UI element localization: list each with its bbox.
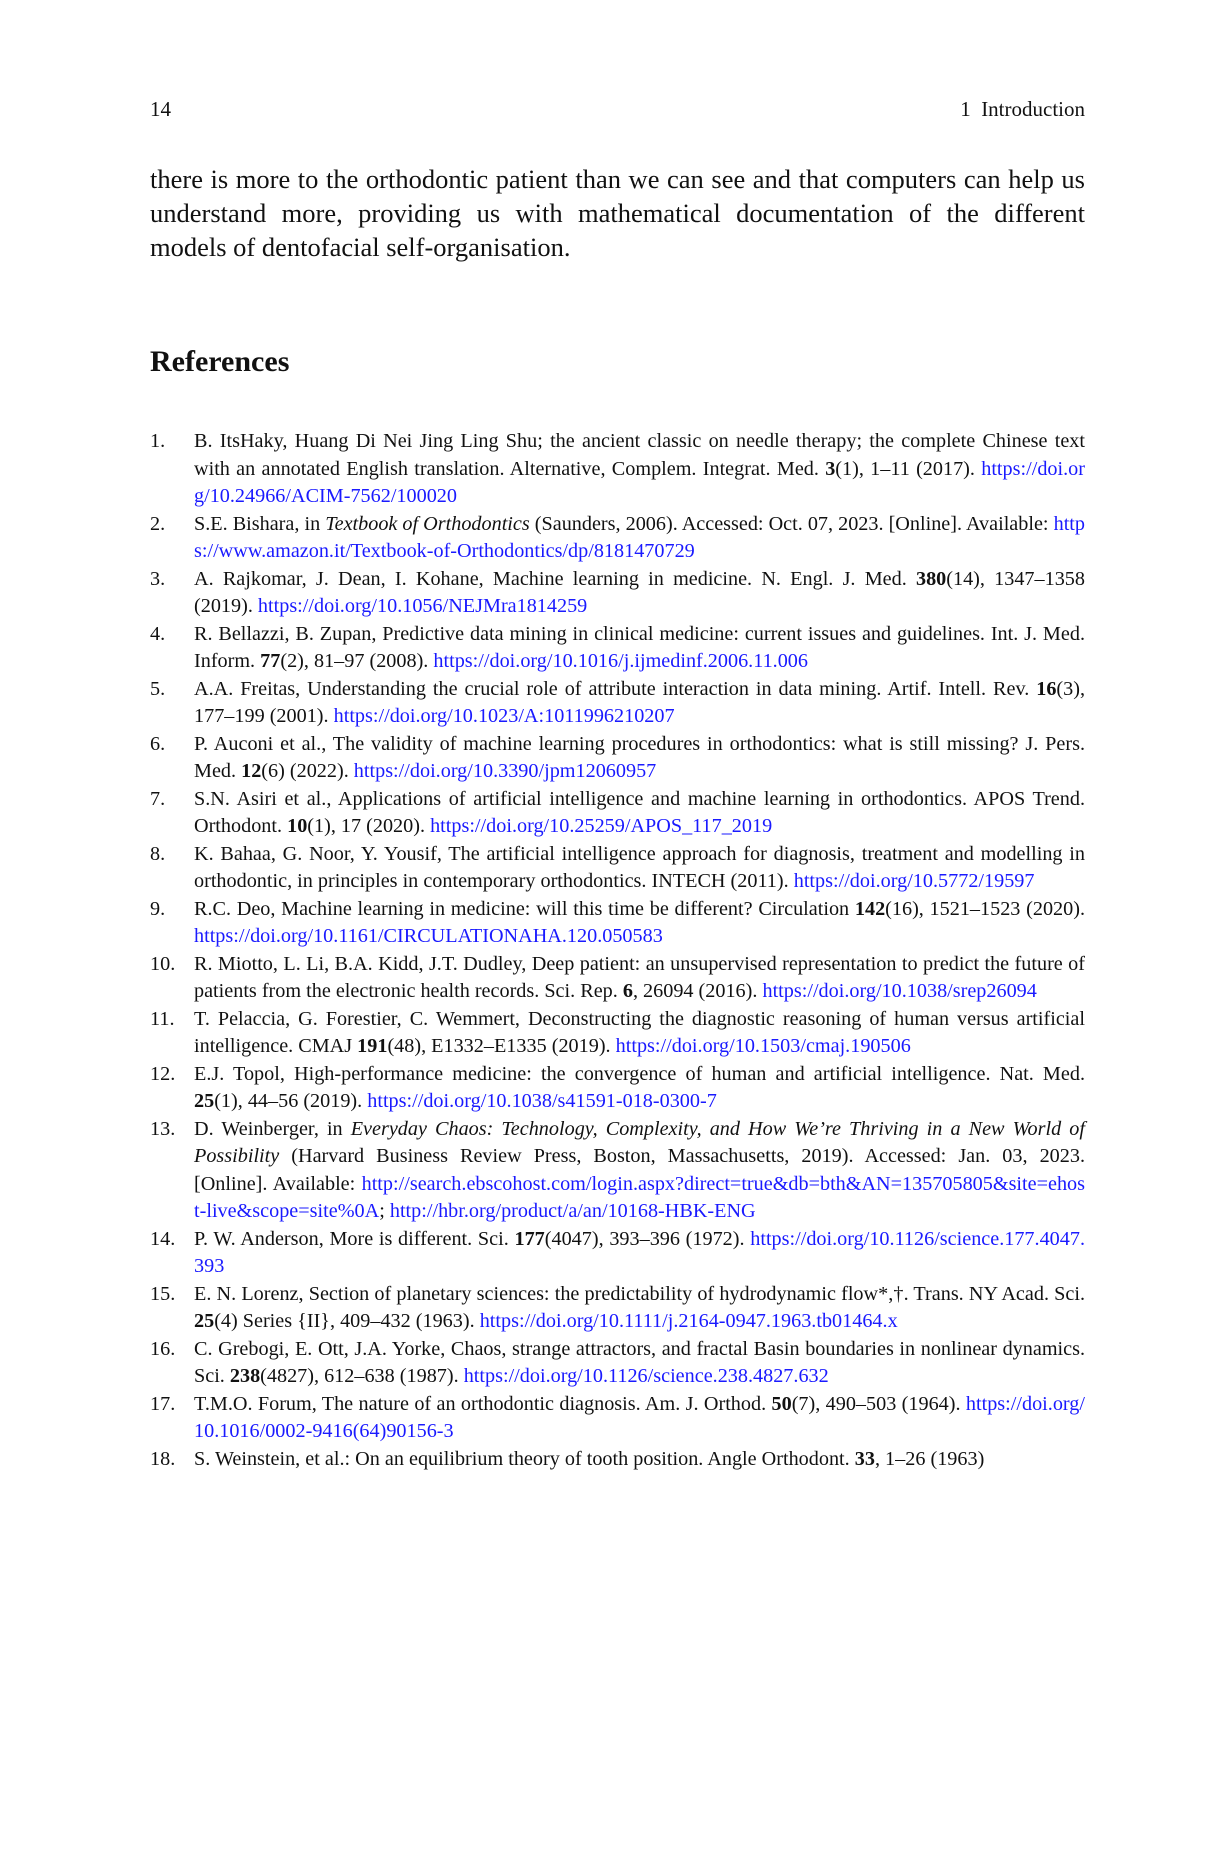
reference-text: E. N. Lorenz, Section of planetary sciences: the predictability of hydrodynamic flow*,†. Trans. NY Acad. Sci. bbox=[194, 1282, 1085, 1305]
reference-link[interactable]: https://doi.org/10.1056/NEJMra1814259 bbox=[257, 595, 588, 617]
reference-number: 7. bbox=[150, 787, 166, 810]
reference-text: D. Weinberger, in bbox=[194, 1117, 351, 1140]
reference-volume: 33 bbox=[854, 1447, 875, 1470]
reference-text: (1), 1–11 (2017). bbox=[835, 457, 982, 480]
reference-volume: 25 bbox=[194, 1310, 215, 1332]
reference-item bbox=[150, 1336, 1085, 1391]
reference-volume: 238 bbox=[229, 1365, 261, 1387]
reference-item bbox=[150, 1281, 1085, 1336]
reference-text: T.M.O. Forum, The nature of an orthodontic diagnosis. Am. J. Orthod. bbox=[194, 1392, 772, 1415]
reference-volume: 12 bbox=[241, 760, 262, 782]
reference-text: A.A. Freitas, Understanding the crucial role of attribute interaction in data mining. Artif. Intell. Rev. bbox=[194, 677, 1037, 700]
reference-text: A. Rajkomar, J. Dean, I. Kohane, Machine learning in medicine. N. Engl. J. Med. bbox=[194, 567, 916, 590]
reference-number: 8. bbox=[150, 842, 166, 865]
reference-item bbox=[150, 841, 1085, 896]
reference-link[interactable]: https://doi.org/10.1126/science.238.4827.632 bbox=[463, 1365, 829, 1387]
page-number: 14 bbox=[150, 97, 171, 121]
reference-text: (4) Series {II}, 409–432 (1963). bbox=[214, 1310, 480, 1332]
reference-link[interactable]: https://doi.org/10.1038/s41591-018-0300-7 bbox=[367, 1090, 717, 1112]
reference-text: S.N. Asiri et al., Applications of artificial intelligence and machine learning in orthodontics. APOS Trend. Orthodont. bbox=[194, 787, 1085, 837]
reference-volume: 6 bbox=[622, 980, 633, 1002]
reference-number: 6. bbox=[150, 732, 166, 755]
reference-volume: 380 bbox=[915, 567, 947, 590]
reference-link[interactable]: https://doi.org/10.25259/APOS_117_2019 bbox=[430, 815, 773, 837]
reference-number: 10. bbox=[150, 952, 176, 975]
reference-link[interactable]: https://doi.org/10.1503/cmaj.190506 bbox=[615, 1035, 911, 1057]
reference-text: S. Weinstein, et al.: On an equilibrium theory of tooth position. Angle Orthodont. bbox=[194, 1447, 855, 1470]
reference-text: E.J. Topol, High-performance medicine: the convergence of human and artificial intelligence. Nat. Med. bbox=[194, 1062, 1085, 1085]
reference-volume: 77 bbox=[260, 650, 281, 672]
reference-number: 5. bbox=[150, 677, 166, 700]
reference-text: K. Bahaa, G. Noor, Y. Yousif, The artificial intelligence approach for diagnosis, treatment and modelling in orthodontic, in principles in contemporary orthodontics. INTECH (2011). bbox=[194, 842, 1085, 892]
reference-item bbox=[150, 786, 1085, 841]
page-header bbox=[150, 97, 1085, 127]
reference-text: P. Auconi et al., The validity of machine learning procedures in orthodontics: what is still missing? J. Pers. Med. bbox=[194, 732, 1085, 782]
reference-volume: 16 bbox=[1036, 677, 1057, 700]
reference-link[interactable]: https://doi.org/10.1023/A:1011996210207 bbox=[333, 705, 675, 727]
reference-link[interactable]: https://doi.org/10.1038/srep26094 bbox=[762, 980, 1037, 1002]
reference-text: (6) (2022). bbox=[261, 760, 354, 782]
reference-volume: 25 bbox=[194, 1090, 215, 1112]
reference-text: (Harvard Business Review Press, Boston, Massachusetts, 2019). Accessed: Jan. 03, 2023. [Online]. Available: bbox=[194, 1145, 1085, 1195]
reference-volume: 142 bbox=[854, 897, 886, 920]
reference-number: 17. bbox=[150, 1392, 176, 1415]
reference-volume: 10 bbox=[287, 815, 308, 837]
reference-book-title: Everyday Chaos: Technology, Complexity, and How We’re Thriving in a New World of Possibility bbox=[194, 1117, 1085, 1167]
reference-link[interactable]: https://doi.org/10.1161/CIRCULATIONAHA.120.050583 bbox=[194, 925, 663, 947]
body-paragraph: there is more to the orthodontic patient than we can see and that computers can help us understand more, providing us with mathematical documentation of the different models of dentofacial self-organisation. bbox=[150, 164, 1085, 262]
reference-link[interactable]: http://hbr.org/product/a/an/10168-HBK-ENG bbox=[389, 1200, 756, 1222]
reference-item bbox=[150, 676, 1085, 731]
reference-text: (7), 490–503 (1964). bbox=[791, 1392, 966, 1415]
reference-number: 4. bbox=[150, 622, 166, 645]
reference-text: R. Bellazzi, B. Zupan, Predictive data mining in clinical medicine: current issues and guidelines. Int. J. Med. Inform. bbox=[194, 622, 1085, 672]
reference-volume: 191 bbox=[357, 1035, 388, 1057]
running-head: 1 Introduction bbox=[960, 97, 1085, 121]
reference-text: C. Grebogi, E. Ott, J.A. Yorke, Chaos, strange attractors, and fractal Basin boundaries in nonlinear dynamics. Sci. bbox=[194, 1337, 1085, 1387]
reference-link[interactable]: https://doi.org/10.1111/j.2164-0947.1963.tb01464.x bbox=[479, 1310, 898, 1332]
reference-number: 9. bbox=[150, 897, 166, 920]
reference-number: 1. bbox=[150, 430, 166, 452]
reference-volume: 50 bbox=[771, 1392, 792, 1415]
reference-link[interactable]: https://doi.org/10.5772/19597 bbox=[793, 870, 1035, 892]
reference-text: (1), 17 (2020). bbox=[307, 815, 431, 837]
reference-volume: 3 bbox=[825, 457, 836, 480]
reference-link[interactable]: https://doi.org/10.1016/j.ijmedinf.2006.11.006 bbox=[433, 650, 808, 672]
reference-text: R. Miotto, L. Li, B.A. Kidd, J.T. Dudley, Deep patient: an unsupervised representation to predict the future of patients from the electronic health records. Sci. Rep. bbox=[194, 952, 1085, 1002]
reference-text: (Saunders, 2006). Accessed: Oct. 07, 2023. [Online]. Available: bbox=[529, 512, 1054, 535]
reference-item bbox=[150, 896, 1085, 951]
reference-number: 3. bbox=[150, 567, 166, 590]
reference-text: , 1–26 (1963) bbox=[874, 1447, 985, 1470]
references-heading: References bbox=[150, 345, 290, 378]
reference-link[interactable]: http://search.ebscohost.com/login.aspx?direct=true&db=bth&AN=135705805&site=ehost-live&scope=site%0A bbox=[194, 1172, 1085, 1222]
reference-book-title: Textbook of Orthodontics bbox=[325, 512, 530, 535]
reference-text: , 26094 (2016). bbox=[632, 980, 763, 1002]
reference-link[interactable]: https://doi.org/10.1126/science.177.4047.393 bbox=[194, 1227, 1085, 1277]
reference-item bbox=[150, 428, 1085, 511]
reference-text: (2), 81–97 (2008). bbox=[280, 650, 434, 672]
reference-text: (4827), 612–638 (1987). bbox=[260, 1365, 464, 1387]
reference-link[interactable]: https://doi.org/10.1016/0002-9416(64)90156-3 bbox=[194, 1392, 1085, 1442]
reference-text: (14), 1347–1358 (2019). bbox=[194, 567, 1085, 617]
reference-number: 13. bbox=[150, 1117, 176, 1140]
reference-text: (16), 1521–1523 (2020). bbox=[885, 897, 1085, 920]
reference-link[interactable]: https://www.amazon.it/Textbook-of-Orthodontics/dp/8181470729 bbox=[194, 512, 1085, 562]
reference-item bbox=[150, 566, 1085, 621]
reference-item bbox=[150, 951, 1085, 1006]
reference-text: (3), 177–199 (2001). bbox=[194, 677, 1085, 727]
reference-text: (4047), 393–396 (1972). bbox=[544, 1227, 751, 1250]
reference-item bbox=[150, 511, 1085, 566]
reference-number: 11. bbox=[150, 1007, 175, 1030]
reference-text: ; bbox=[379, 1200, 390, 1222]
reference-item bbox=[150, 621, 1085, 676]
reference-link[interactable]: https://doi.org/10.24966/ACIM-7562/100020 bbox=[194, 457, 1085, 507]
reference-item bbox=[150, 1061, 1085, 1116]
reference-text: R.C. Deo, Machine learning in medicine: will this time be different? Circulation bbox=[194, 897, 855, 920]
reference-text: (48), E1332–E1335 (2019). bbox=[387, 1035, 616, 1057]
reference-text: P. W. Anderson, More is different. Sci. bbox=[194, 1227, 515, 1250]
reference-text: B. ItsHaky, Huang Di Nei Jing Ling Shu; the ancient classic on needle therapy; the complete Chinese text with an annotated English translation. Alternative, Complem. Integrat. Med. bbox=[194, 430, 1085, 480]
reference-number: 18. bbox=[150, 1447, 176, 1470]
reference-item bbox=[150, 1391, 1085, 1446]
reference-number: 16. bbox=[150, 1337, 176, 1360]
reference-item bbox=[150, 731, 1085, 786]
reference-number: 15. bbox=[150, 1282, 176, 1305]
reference-item bbox=[150, 1446, 1085, 1474]
reference-number: 14. bbox=[150, 1227, 176, 1250]
reference-text: (1), 44–56 (2019). bbox=[214, 1090, 368, 1112]
reference-text: S.E. Bishara, in bbox=[194, 512, 326, 535]
reference-link[interactable]: https://doi.org/10.3390/jpm12060957 bbox=[353, 760, 657, 782]
reference-number: 12. bbox=[150, 1062, 176, 1085]
reference-number: 2. bbox=[150, 512, 166, 535]
reference-item bbox=[150, 1006, 1085, 1061]
reference-volume: 177 bbox=[514, 1227, 545, 1250]
reference-list bbox=[150, 428, 1085, 1473]
reference-text: T. Pelaccia, G. Forestier, C. Wemmert, Deconstructing the diagnostic reasoning of human versus artificial intelligence. CMAJ bbox=[194, 1007, 1085, 1057]
reference-item bbox=[150, 1116, 1085, 1226]
reference-item bbox=[150, 1226, 1085, 1281]
